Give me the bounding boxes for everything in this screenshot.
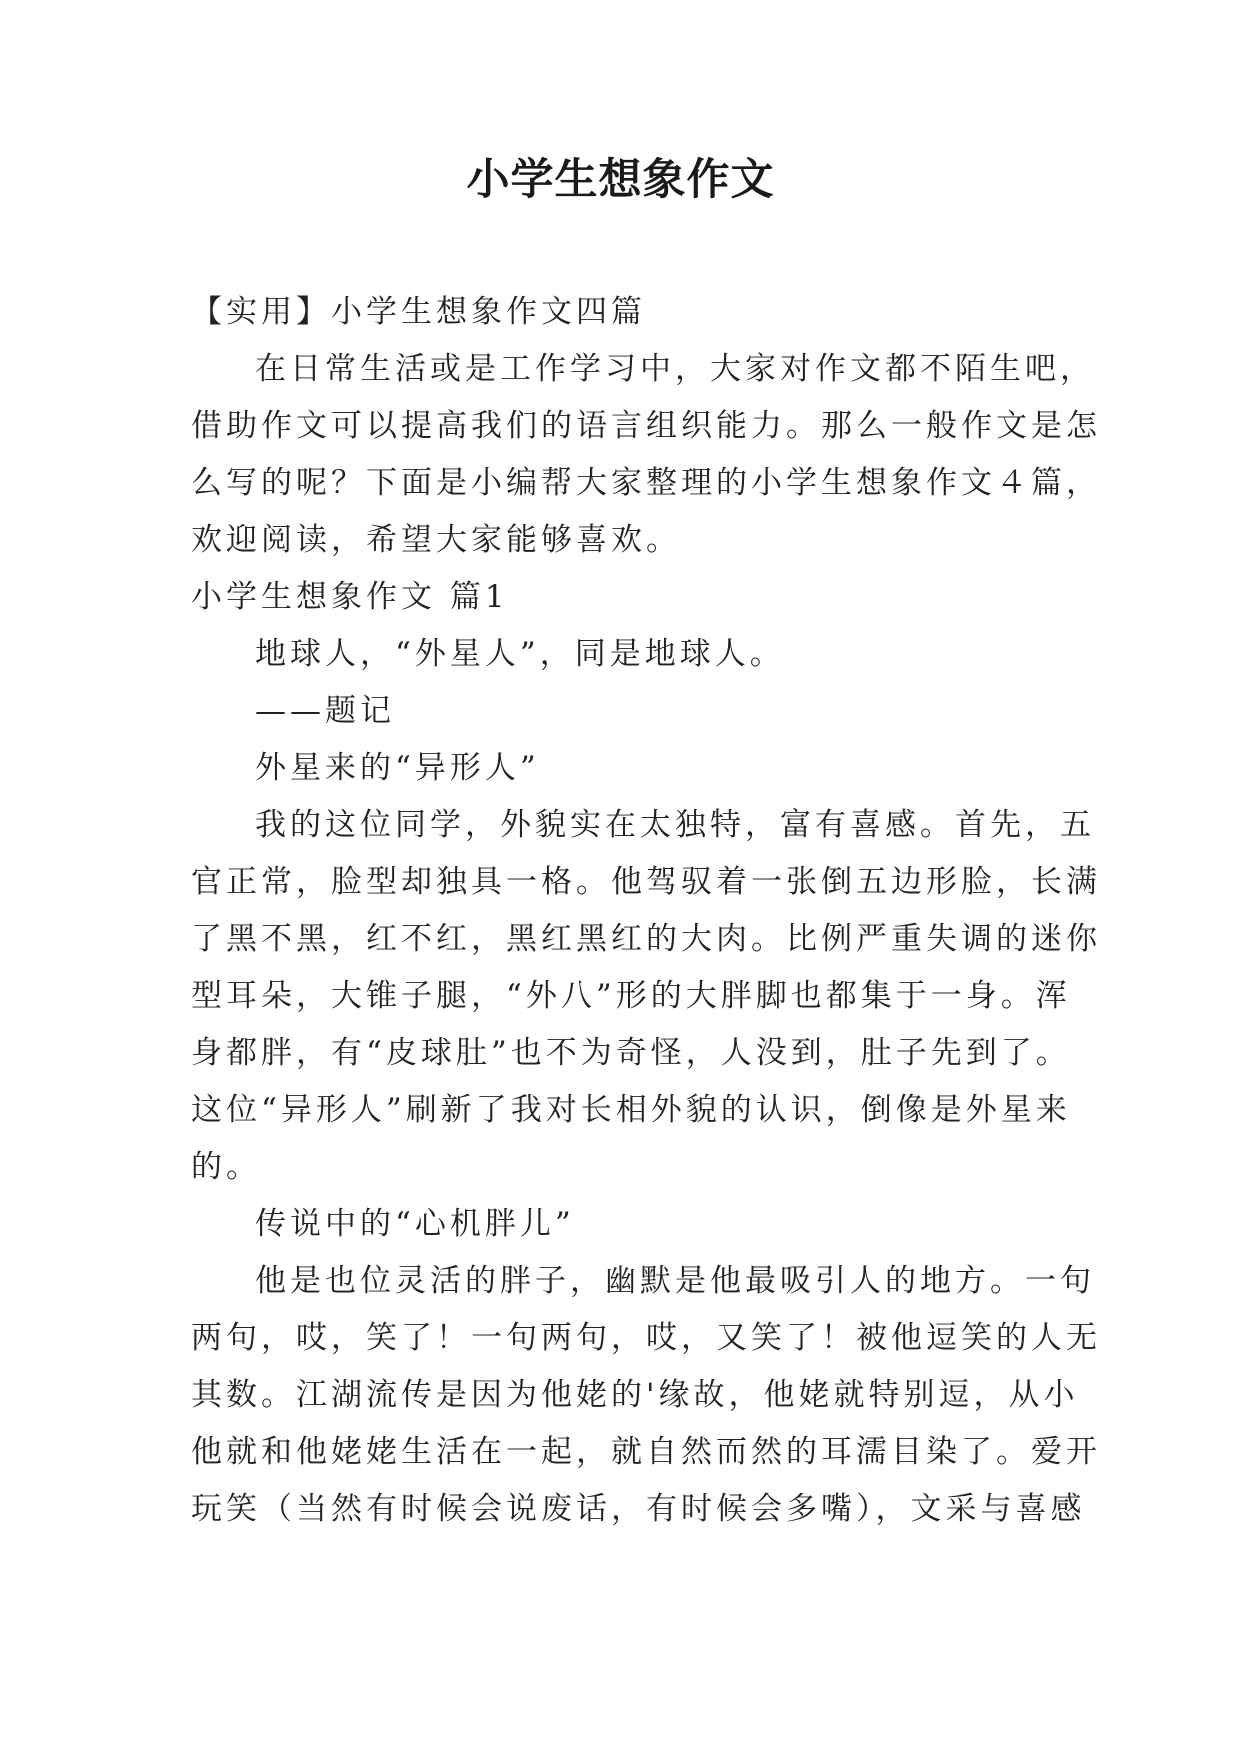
paragraph-line: 其数。江湖流传是因为他姥的'缘故，他姥就特别逗，从小 (191, 1377, 1079, 1413)
paragraph-line: 玩笑（当然有时候会说废话，有时候会多嘴），文采与喜感 (191, 1491, 1086, 1527)
paragraph-line: 两句，哎，笑了！一句两句，哎，又笑了！被他逗笑的人无 (191, 1320, 1101, 1356)
document-title: 小学生想象作文 (466, 155, 775, 205)
paragraph-line: 官正常，脸型却独具一格。他驾驭着一张倒五边形脸，长满 (191, 864, 1101, 900)
paragraph-line: 地球人，“外星人”，同是地球人。 (255, 636, 785, 672)
paragraph-line: 他是也位灵活的胖子，幽默是他最吸引人的地方。一句 (255, 1263, 1095, 1299)
paragraph-line: 么写的呢？下面是小编帮大家整理的小学生想象作文４篇， (191, 465, 1101, 501)
section-heading: 小学生想象作文 篇1 (191, 579, 509, 615)
paragraph-line: 了黑不黑，红不红，黑红黑红的大肉。比例严重失调的迷你 (191, 921, 1101, 957)
paragraph-line: ——题记 (255, 693, 395, 729)
subtitle-line: 【实用】小学生想象作文四篇 (191, 294, 646, 330)
paragraph-line: 的。 (191, 1149, 261, 1185)
paragraph-line: 欢迎阅读，希望大家能够喜欢。 (191, 522, 681, 558)
paragraph-line: 型耳朵，大锥子腿，“外八”形的大胖脚也都集于一身。浑 (191, 978, 1071, 1014)
paragraph-line: 在日常生活或是工作学习中，大家对作文都不陌生吧， (255, 351, 1095, 387)
paragraph-line: 借助作文可以提高我们的语言组织能力。那么一般作文是怎 (191, 408, 1101, 444)
subheading-line: 外星来的“异形人” (255, 750, 540, 786)
paragraph-line: 我的这位同学，外貌实在太独特，富有喜感。首先，五 (255, 807, 1095, 843)
subheading-line: 传说中的“心机胖儿” (255, 1206, 575, 1242)
paragraph-line: 身都胖，有“皮球肚”也不为奇怪，人没到，肚子先到了。 (191, 1035, 1071, 1071)
paragraph-line: 他就和他姥姥生活在一起，就自然而然的耳濡目染了。爱开 (191, 1434, 1101, 1470)
paragraph-line: 这位“异形人”刷新了我对长相外貌的认识，倒像是外星来 (191, 1092, 1071, 1128)
